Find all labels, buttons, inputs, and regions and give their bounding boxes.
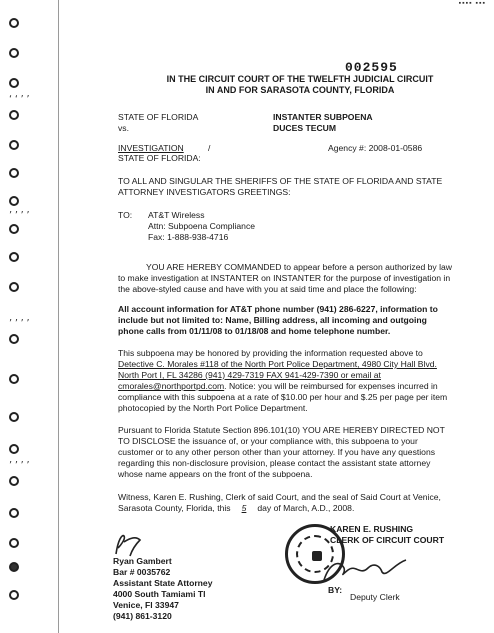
witness-text-b: day of March, A.D., 2008.: [257, 503, 355, 513]
honor-line: photocopied by the North Port Police Department.: [118, 403, 308, 413]
clerk-title: CLERK OF CIRCUIT COURT: [330, 535, 445, 545]
party-vs: vs.: [118, 123, 129, 133]
margin-mark: ’’’’: [8, 318, 32, 327]
command-line: the above-styled cause and have with you at said time and place the following:: [118, 284, 417, 294]
punch-hole-icon: [9, 562, 19, 572]
punch-hole-icon: [9, 538, 19, 548]
attorney-line: Ryan Gambert: [113, 556, 172, 566]
punch-hole-icon: [9, 78, 19, 88]
statute-line: regarding this non-disclosure provision, please contact the assistant state attorney: [118, 458, 431, 468]
document-number: 002595: [345, 60, 398, 75]
witness-line-2: [118, 503, 354, 514]
punch-hole-icon: [9, 508, 19, 518]
notice-text: . Notice: you will be reimbursed for expenses incurred in: [224, 381, 438, 391]
info-line: phone calls from 01/11/08 to 01/18/08 and home telephone number.: [118, 326, 391, 336]
attorney-line: (941) 861-3120: [113, 611, 172, 621]
detective-contact-line: North Port I, FL 34286 (941) 429-7319 FAX 941-429-7390 or email at: [118, 370, 381, 380]
honor-line: This subpoena may be honored by providing the information requested above to: [118, 348, 423, 358]
investigation-slash: /: [208, 143, 211, 153]
punch-hole-icon: [9, 252, 19, 262]
punch-hole-icon: [9, 444, 19, 454]
detective-address-line: Detective C. Morales #118 of the North Port Police Department, 4980 City Hall Blvd.: [118, 359, 437, 369]
punch-hole-icon: [9, 110, 19, 120]
info-line: All account information for AT&T phone number (941) 286-6227, information to: [118, 304, 438, 314]
deputy-signature-icon: [320, 556, 410, 586]
command-line: to make investigation at INSTANTER on INSTANTER for the purpose of investigation in: [118, 273, 451, 283]
statute-line: customer or to any other person other than your attorney. If you have any questions: [118, 447, 436, 457]
greeting-line-1: TO ALL AND SINGULAR THE SHERIFFS OF THE STATE OF FLORIDA AND STATE: [118, 176, 443, 186]
punch-hole-icon: [9, 196, 19, 206]
punch-hole-icon: [9, 374, 19, 384]
corner-marks: ▪▪▪▪ ▪▪▪: [458, 0, 486, 7]
margin-mark: ’’’’: [8, 210, 32, 219]
attorney-line: Venice, Fl 33947: [113, 600, 179, 610]
punch-hole-icon: [9, 48, 19, 58]
punch-hole-icon: [9, 412, 19, 422]
investigation-state: STATE OF FLORIDA:: [118, 153, 201, 163]
to-label: TO:: [118, 210, 133, 220]
by-label: BY:: [328, 585, 343, 595]
punch-hole-icon: [9, 282, 19, 292]
attorney-signature-icon: [110, 530, 150, 558]
command-line: YOU ARE HEREBY COMMANDED to appear before a person authorized by law: [146, 262, 453, 272]
witness-line-1: Witness, Karen E. Rushing, Clerk of said Court, and the seal of Said Court at Venice,: [118, 492, 441, 502]
investigation-label: [118, 143, 216, 154]
investigation-text: INVESTIGATION: [118, 143, 184, 153]
attorney-line: Assistant State Attorney: [113, 578, 213, 588]
to-line: AT&T Wireless: [148, 210, 205, 220]
punch-hole-icon: [9, 18, 19, 28]
court-line-1: IN THE CIRCUIT COURT OF THE TWELFTH JUDICIAL CIRCUIT: [166, 74, 434, 84]
margin-mark: ’’’’: [8, 460, 32, 469]
subpoena-title: INSTANTER SUBPOENA: [273, 112, 373, 122]
email-link[interactable]: cmorales@northportpd.com: [118, 381, 225, 391]
info-line: include but not limited to: Name, Billing address, all incoming and outgoing: [118, 315, 427, 325]
to-line: Fax: 1-888-938-4716: [148, 232, 229, 242]
honor-line: compliance with this subpoena at a rate of $10.00 per hour and $.25 per page per item: [118, 392, 448, 402]
margin-rule: [58, 0, 59, 633]
margin-mark: ‘‘’’: [8, 94, 32, 103]
deputy-clerk-label: Deputy Clerk: [350, 592, 400, 602]
subpoena-subtitle: DUCES TECUM: [273, 123, 337, 133]
statute-line: TO DISCLOSE the issuance of, or your compliance with, this subpoena to your: [118, 436, 418, 446]
punch-hole-icon: [9, 168, 19, 178]
court-heading: [150, 74, 450, 96]
greeting-line-2: ATTORNEY INVESTIGATORS GREETINGS:: [118, 187, 291, 197]
honor-line-4: [118, 381, 438, 392]
witness-text-a: Sarasota County, Florida, this: [118, 503, 231, 513]
punch-hole-icon: [9, 334, 19, 344]
attorney-line: 4000 South Tamiami Tl: [113, 589, 206, 599]
statute-line: Pursuant to Florida Statute Section 896.101(10) YOU ARE HEREBY DIRECTED NOT: [118, 425, 445, 435]
to-line: Attn: Subpoena Compliance: [148, 221, 256, 231]
court-line-2: IN AND FOR SARASOTA COUNTY, FLORIDA: [205, 85, 395, 95]
punch-hole-icon: [9, 590, 19, 600]
clerk-name: KAREN E. RUSHING: [330, 524, 414, 534]
punch-hole-icon: [9, 140, 19, 150]
punch-hole-icon: [9, 476, 19, 486]
statute-line: whose name appears on the front of the subpoena.: [118, 469, 313, 479]
party-state: STATE OF FLORIDA: [118, 112, 199, 122]
witness-day: 5: [241, 503, 247, 513]
attorney-line: Bar # 0035762: [113, 567, 171, 577]
agency-number: Agency #: 2008-01-0586: [328, 143, 423, 153]
punch-hole-icon: [9, 224, 19, 234]
